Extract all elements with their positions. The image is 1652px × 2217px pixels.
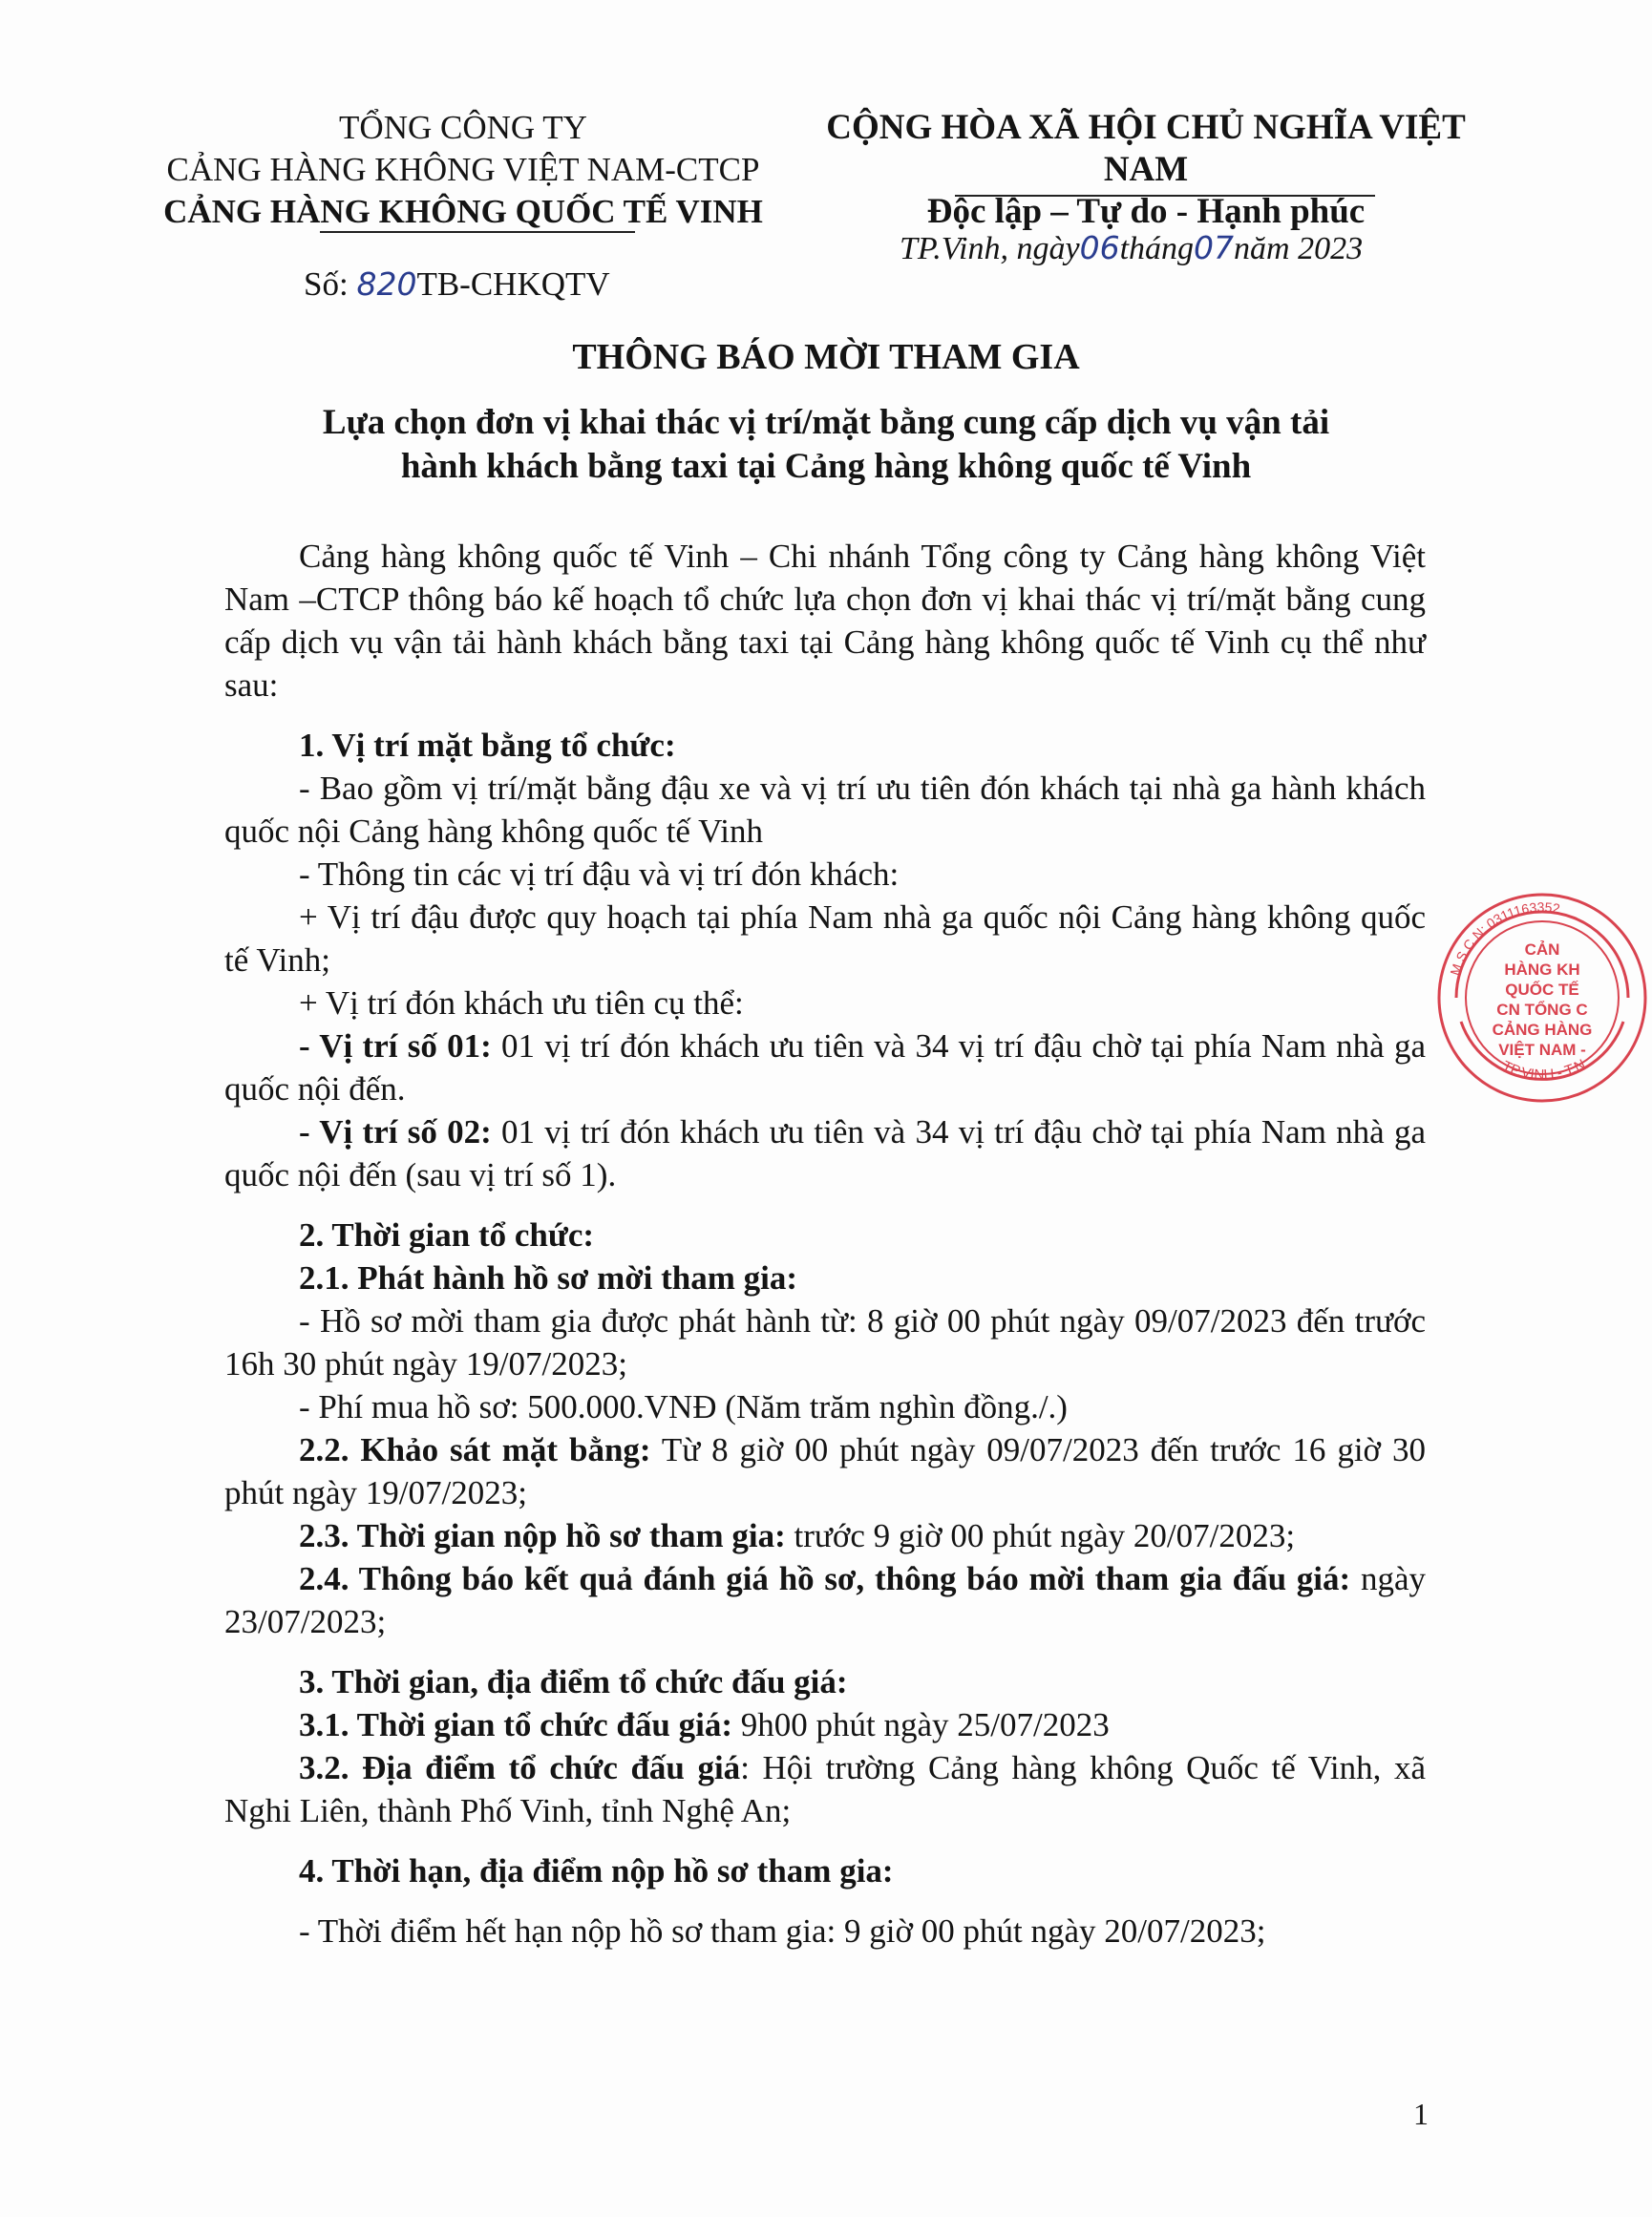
paragraph: + Vị trí đậu được quy hoạch tại phía Nam nhà ga quốc nội Cảng hàng không quốc tế Vinh; [224,898,1426,979]
issuer-corporation: CẢNG HÀNG KHÔNG VIỆT NAM-CTCP [166,151,760,188]
paragraph: - Thời điểm hết hạn nộp hồ sơ tham gia: 9 giờ 00 phút ngày 20/07/2023; [299,1912,1266,1950]
issuer-parent: TỔNG CÔNG TY [339,109,587,146]
motto-underline [955,195,1375,197]
paragraph: - Phí mua hồ sơ: 500.000.VNĐ (Năm trăm nghìn đồng./.) [299,1388,1068,1425]
paragraph: - Vị trí số 01: 01 vị trí đón khách ưu tiên và 34 vị trí đậu chờ tại phía Nam nhà ga quốc nội đến. [224,1027,1427,1108]
paragraph: 3.1. Thời gian tổ chức đấu giá: 9h00 phút ngày 25/07/2023 [299,1706,1110,1743]
document-body [224,535,1426,1953]
paragraph: - Vị trí số 02: 01 vị trí đón khách ưu tiên và 34 vị trí đậu chờ tại phía Nam nhà ga quốc nội đến (sau vị trí số 1). [224,1113,1427,1193]
stamp-line: CẢN [1524,940,1560,959]
national-header [783,107,1509,233]
stamp-ring-top-text: M.S.C.N: 0311163352 [1447,898,1561,978]
red-stamp [1432,888,1652,1108]
stamp-line: CẢNG HÀNG [1492,1021,1593,1039]
intro-paragraph: Cảng hàng không quốc tế Vinh – Chi nhánh Tổng công ty Cảng hàng không Việt Nam –CTCP thông báo kế hoạch tổ chức lựa chọn đơn vị khai thác vị trí/mặt bằng cung cấp dịch vụ vận tải hành khách bằng taxi tại Cảng hàng không quốc tế Vinh cụ thể như sau: [224,538,1426,704]
paragraph: 3.2. Địa điểm tổ chức đấu giá: Hội trường Cảng hàng không Quốc tế Vinh, xã Nghi Liên, thành Phố Vinh, tỉnh Nghệ An; [224,1749,1426,1829]
stamp-line: VIỆT NAM - [1498,1041,1586,1059]
document-date: TP.Vinh, ngày06tháng07năm 2023 [900,229,1364,266]
national-motto: Độc lập – Tự do - Hạnh phúc [926,192,1366,231]
issuer-underline [320,231,635,233]
stamp-line: HÀNG KH [1504,961,1580,979]
paragraph: - Thông tin các vị trí đậu và vị trí đón khách: [299,855,900,893]
handwritten-month: 07 [1194,229,1235,266]
stamp-line: CN TỔNG C [1496,1001,1588,1019]
subsection-heading: 2.1. Phát hành hồ sơ mời tham gia: [299,1259,798,1297]
handwritten-number: 820 [356,265,417,303]
stamp-line: QUỐC TẾ [1505,981,1579,999]
document-title: THÔNG BÁO MỜI THAM GIA [572,337,1080,377]
issuer-unit: CẢNG HÀNG KHÔNG QUỐC TẾ VINH [163,193,763,230]
national-title: CỘNG HÒA XÃ HỘI CHỦ NGHĨA VIỆT NAM [826,108,1466,189]
handwritten-day: 06 [1079,229,1120,266]
issuer-header [153,107,773,233]
section-1-heading: 1. Vị trí mặt bằng tổ chức: [299,727,676,764]
paragraph: - Hồ sơ mời tham gia được phát hành từ: 8 giờ 00 phút ngày 09/07/2023 đến trước 16h 30 phút ngày 19/07/2023; [224,1302,1426,1383]
paragraph: + Vị trí đón khách ưu tiên cụ thể: [299,984,744,1022]
stamp-ring-bottom-text: TP.VINH - T.N [1499,1056,1589,1084]
document-number: Số: 820TB-CHKQTV [304,265,610,303]
section-2-heading: 2. Thời gian tổ chức: [299,1216,595,1254]
section-4-heading: 4. Thời hạn, địa điểm nộp hồ sơ tham gia: [299,1852,894,1890]
paragraph: 2.3. Thời gian nộp hồ sơ tham gia: trước 9 giờ 00 phút ngày 20/07/2023; [299,1517,1296,1554]
paragraph: 2.2. Khảo sát mặt bằng: Từ 8 giờ 00 phút ngày 09/07/2023 đến trước 16 giờ 30 phút ngày 19/07/2023; [224,1431,1426,1511]
document-subtitle: Lựa chọn đơn vị khai thác vị trí/mặt bằng cung cấp dịch vụ vận tải hành khách bằng taxi tại Cảng hàng không quốc tế Vinh [322,403,1330,486]
page-number: 1 [1413,2097,1429,2131]
section-3-heading: 3. Thời gian, địa điểm tổ chức đấu giá: [299,1663,848,1700]
paragraph: 2.4. Thông báo kết quả đánh giá hồ sơ, thông báo mời tham gia đấu giá: ngày 23/07/2023; [224,1560,1426,1640]
paragraph: - Bao gồm vị trí/mặt bằng đậu xe và vị trí ưu tiên đón khách tại nhà ga hành khách quốc nội Cảng hàng không quốc tế Vinh [224,770,1426,850]
